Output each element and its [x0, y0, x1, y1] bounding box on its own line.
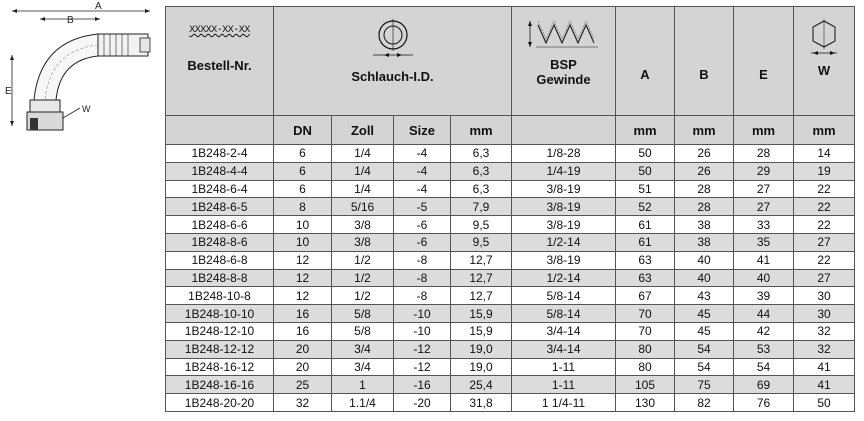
cell-b: 45	[675, 322, 734, 340]
cell-e: 27	[734, 198, 794, 216]
cell-bsp: 3/8-19	[512, 198, 616, 216]
cell-dn: 10	[274, 216, 332, 234]
cell-bsp: 3/4-14	[512, 322, 616, 340]
cell-bsp: 1 1/4-11	[512, 394, 616, 412]
cell-bsp: 3/8-19	[512, 216, 616, 234]
cell-zoll: 5/8	[332, 322, 394, 340]
cell-bestell-nr: 1B248-8-8	[166, 269, 274, 287]
cell-mm: 12,7	[451, 251, 512, 269]
cell-bestell-nr: 1B248-4-4	[166, 162, 274, 180]
table-row	[166, 145, 855, 163]
cell-mm: 12,7	[451, 269, 512, 287]
cell-b: 26	[675, 162, 734, 180]
cell-dn: 6	[274, 162, 332, 180]
table-row	[166, 340, 855, 358]
cell-w: 30	[794, 305, 855, 323]
dim-b-label: B	[67, 15, 74, 26]
cell-bsp: 1/2-14	[512, 269, 616, 287]
cell-zoll: 1/4	[332, 180, 394, 198]
cell-bestell-nr: 1B248-6-5	[166, 198, 274, 216]
b-label: B	[699, 67, 709, 82]
table-row	[166, 305, 855, 323]
cell-dn: 8	[274, 198, 332, 216]
cell-e: 28	[734, 145, 794, 163]
cell-e: 29	[734, 162, 794, 180]
cell-zoll: 3/8	[332, 216, 394, 234]
cell-size: -4	[394, 180, 451, 198]
cell-dn: 10	[274, 233, 332, 251]
cell-zoll: 1	[332, 376, 394, 394]
table-row	[166, 180, 855, 198]
cell-b: 38	[675, 233, 734, 251]
table-row	[166, 269, 855, 287]
cell-mm: 31,8	[451, 394, 512, 412]
cell-a: 50	[616, 162, 675, 180]
table-row	[166, 162, 855, 180]
cell-mm: 19,0	[451, 340, 512, 358]
cell-bestell-nr: 1B248-10-10	[166, 305, 274, 323]
cell-e: 41	[734, 251, 794, 269]
cell-e: 76	[734, 394, 794, 412]
cell-bestell-nr: 1B248-12-12	[166, 340, 274, 358]
cell-a: 80	[616, 340, 675, 358]
cell-mm: 19,0	[451, 358, 512, 376]
cell-mm: 12,7	[451, 287, 512, 305]
header-e	[734, 7, 794, 116]
cell-bestell-nr: 1B248-16-16	[166, 376, 274, 394]
cell-zoll: 5/16	[332, 198, 394, 216]
table-row	[166, 216, 855, 234]
cell-a: 105	[616, 376, 675, 394]
cell-dn: 25	[274, 376, 332, 394]
cell-a: 61	[616, 216, 675, 234]
cell-e: 27	[734, 180, 794, 198]
cell-a: 70	[616, 305, 675, 323]
cell-w: 22	[794, 180, 855, 198]
cell-b: 40	[675, 269, 734, 287]
cell-a: 52	[616, 198, 675, 216]
cell-w: 22	[794, 216, 855, 234]
cell-a: 130	[616, 394, 675, 412]
cell-e: 44	[734, 305, 794, 323]
cell-zoll: 1/2	[332, 269, 394, 287]
cell-w: 22	[794, 251, 855, 269]
cell-w: 19	[794, 162, 855, 180]
dim-a-label: A	[95, 1, 102, 12]
cell-b: 54	[675, 358, 734, 376]
cell-mm: 9,5	[451, 233, 512, 251]
cell-size: -4	[394, 162, 451, 180]
cell-mm: 15,9	[451, 305, 512, 323]
cell-w: 27	[794, 269, 855, 287]
table-row	[166, 322, 855, 340]
cell-a: 63	[616, 269, 675, 287]
hose-cross-section-icon	[371, 17, 415, 61]
cell-e: 53	[734, 340, 794, 358]
cell-w: 22	[794, 198, 855, 216]
cell-w: 41	[794, 376, 855, 394]
unit-mm-a: mm	[616, 116, 675, 145]
unit-mm-id: mm	[451, 116, 512, 145]
cell-a: 67	[616, 287, 675, 305]
dim-w-label: W	[82, 104, 91, 114]
bsp-label: BSP	[550, 57, 577, 72]
cell-zoll: 1/4	[332, 145, 394, 163]
table-row	[166, 251, 855, 269]
cell-mm: 6,3	[451, 180, 512, 198]
cell-mm: 6,3	[451, 145, 512, 163]
cell-bsp: 3/8-19	[512, 180, 616, 198]
cell-size: -6	[394, 216, 451, 234]
cell-size: -12	[394, 358, 451, 376]
cell-dn: 20	[274, 340, 332, 358]
cell-b: 54	[675, 340, 734, 358]
cell-zoll: 1/4	[332, 162, 394, 180]
cell-e: 33	[734, 216, 794, 234]
unit-dn: DN	[274, 116, 332, 145]
header-bestell-nr	[166, 7, 274, 116]
cell-b: 26	[675, 145, 734, 163]
hex-nut-icon	[809, 17, 839, 57]
table-row	[166, 287, 855, 305]
cell-b: 38	[675, 216, 734, 234]
cell-bestell-nr: 1B248-10-8	[166, 287, 274, 305]
bestell-nr-label: Bestell-Nr.	[187, 58, 252, 73]
cell-size: -8	[394, 251, 451, 269]
cell-size: -10	[394, 322, 451, 340]
cell-bsp: 3/8-19	[512, 251, 616, 269]
cell-zoll: 1.1/4	[332, 394, 394, 412]
cell-bsp: 5/8-14	[512, 305, 616, 323]
cell-bsp: 1/4-19	[512, 162, 616, 180]
cell-e: 39	[734, 287, 794, 305]
cell-bestell-nr: 1B248-16-12	[166, 358, 274, 376]
cell-e: 35	[734, 233, 794, 251]
cell-dn: 20	[274, 358, 332, 376]
table-row	[166, 198, 855, 216]
cell-dn: 6	[274, 145, 332, 163]
cell-zoll: 1/2	[332, 287, 394, 305]
dim-e-label: E	[5, 86, 12, 97]
cell-a: 61	[616, 233, 675, 251]
cell-size: -8	[394, 269, 451, 287]
table-row	[166, 376, 855, 394]
specification-table	[165, 6, 855, 412]
cell-bsp: 1-11	[512, 376, 616, 394]
header-schlauch-id	[274, 7, 512, 116]
unit-mm-e: mm	[734, 116, 794, 145]
cell-e: 40	[734, 269, 794, 287]
unit-mm-w: mm	[794, 116, 855, 145]
cell-bestell-nr: 1B248-6-8	[166, 251, 274, 269]
header-a	[616, 7, 675, 116]
cell-zoll: 5/8	[332, 305, 394, 323]
cell-zoll: 1/2	[332, 251, 394, 269]
cell-bestell-nr: 1B248-12-10	[166, 322, 274, 340]
w-label: W	[817, 63, 831, 78]
cell-b: 82	[675, 394, 734, 412]
cell-mm: 9,5	[451, 216, 512, 234]
cell-size: -16	[394, 376, 451, 394]
cell-bestell-nr: 1B248-20-20	[166, 394, 274, 412]
cell-e: 69	[734, 376, 794, 394]
cell-bestell-nr: 1B248-6-4	[166, 180, 274, 198]
cell-size: -6	[394, 233, 451, 251]
cell-b: 75	[675, 376, 734, 394]
cell-b: 40	[675, 251, 734, 269]
e-label: E	[759, 67, 768, 82]
cell-mm: 25,4	[451, 376, 512, 394]
part-code-pattern: XXXXX-XX-XX	[189, 25, 250, 36]
table-body	[166, 145, 855, 412]
cell-w: 32	[794, 322, 855, 340]
cell-size: -5	[394, 198, 451, 216]
table-row	[166, 358, 855, 376]
cell-b: 28	[675, 198, 734, 216]
cell-e: 42	[734, 322, 794, 340]
cell-zoll: 3/8	[332, 233, 394, 251]
cell-zoll: 3/4	[332, 358, 394, 376]
table-row	[166, 233, 855, 251]
cell-bsp: 5/8-14	[512, 287, 616, 305]
header-b	[675, 7, 734, 116]
cell-size: -4	[394, 145, 451, 163]
cell-bestell-nr: 1B248-6-6	[166, 216, 274, 234]
thread-profile-icon	[524, 17, 604, 53]
cell-w: 27	[794, 233, 855, 251]
cell-a: 63	[616, 251, 675, 269]
unit-bsp-blank	[512, 116, 616, 145]
cell-b: 43	[675, 287, 734, 305]
cell-w: 32	[794, 340, 855, 358]
cell-b: 45	[675, 305, 734, 323]
cell-size: -10	[394, 305, 451, 323]
header-w	[794, 7, 855, 116]
cell-bestell-nr: 1B248-2-4	[166, 145, 274, 163]
cell-b: 28	[675, 180, 734, 198]
cell-size: -20	[394, 394, 451, 412]
cell-bsp: 1/8-28	[512, 145, 616, 163]
cell-w: 14	[794, 145, 855, 163]
cell-dn: 16	[274, 305, 332, 323]
table-row	[166, 394, 855, 412]
cell-w: 30	[794, 287, 855, 305]
cell-dn: 32	[274, 394, 332, 412]
header-bsp	[512, 7, 616, 116]
cell-a: 80	[616, 358, 675, 376]
schlauch-id-label: Schlauch-I.D.	[351, 69, 434, 84]
unit-blank	[166, 116, 274, 145]
cell-a: 51	[616, 180, 675, 198]
cell-dn: 16	[274, 322, 332, 340]
unit-mm-b: mm	[675, 116, 734, 145]
cell-dn: 12	[274, 251, 332, 269]
cell-bsp: 3/4-14	[512, 340, 616, 358]
cell-bsp: 1-11	[512, 358, 616, 376]
gewinde-label: Gewinde	[536, 72, 591, 87]
cell-mm: 6,3	[451, 162, 512, 180]
unit-zoll: Zoll	[332, 116, 394, 145]
cell-size: -8	[394, 287, 451, 305]
cell-mm: 15,9	[451, 322, 512, 340]
cell-a: 50	[616, 145, 675, 163]
cell-mm: 7,9	[451, 198, 512, 216]
cell-w: 50	[794, 394, 855, 412]
cell-e: 54	[734, 358, 794, 376]
a-label: A	[640, 67, 650, 82]
cell-bsp: 1/2-14	[512, 233, 616, 251]
cell-w: 41	[794, 358, 855, 376]
unit-size: Size	[394, 116, 451, 145]
cell-dn: 12	[274, 269, 332, 287]
cell-bestell-nr: 1B248-8-6	[166, 233, 274, 251]
cell-dn: 6	[274, 180, 332, 198]
cell-zoll: 3/4	[332, 340, 394, 358]
cell-size: -12	[394, 340, 451, 358]
cell-a: 70	[616, 322, 675, 340]
cell-dn: 12	[274, 287, 332, 305]
fitting-drawing	[0, 0, 160, 160]
